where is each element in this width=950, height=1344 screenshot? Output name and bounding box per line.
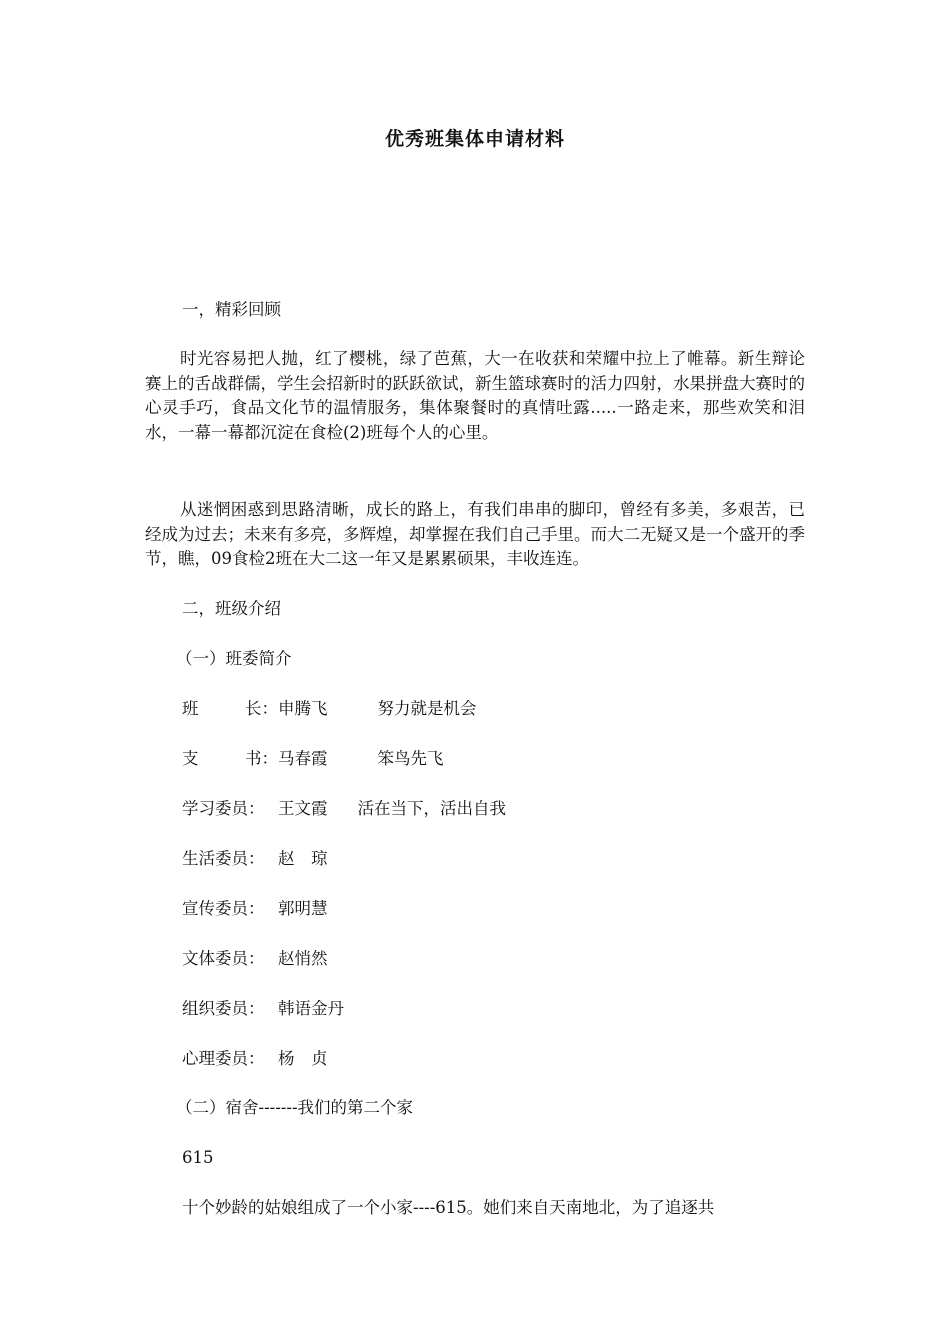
committee-motto: 努力就是机会 xyxy=(377,699,477,718)
committee-name: 马春霞 xyxy=(278,749,328,768)
committee-name: 赵 琼 xyxy=(278,849,328,868)
committee-name: 申腾飞 xyxy=(278,699,328,718)
dorm-number: 615 xyxy=(182,1148,214,1167)
committee-name: 韩语金丹 xyxy=(278,999,344,1018)
dorm-intro: 十个妙龄的姑娘组成了一个小家----615。她们来自天南地北，为了追逐共 xyxy=(182,1198,715,1217)
committee-motto: 笨鸟先飞 xyxy=(377,749,444,768)
committee-subheading: （一）班委简介 xyxy=(176,649,292,668)
committee-role: 组织委员： xyxy=(182,999,265,1018)
committee-role: 宣传委员： xyxy=(182,899,265,918)
section1-paragraph-2: 从迷惘困惑到思路清晰，成长的路上，有我们串串的脚印，曾经有多美，多艰苦，已经成为过去；未来有多亮，多辉煌，却掌握在我们自己手里。而大二无疑又是一个盛开的季节，瞧，09食检2班在大二这一年又是累累硕果，丰收连连。 xyxy=(145,500,805,568)
section1-paragraph-1: 时光容易把人抛，红了樱桃，绿了芭蕉，大一在收获和荣耀中拉上了帷幕。新生辩论赛上的舌战群儒，学生会招新时的跃跃欲试，新生篮球赛时的活力四射，水果拼盘大赛时的心灵手巧，食品文化节的温情服务，集体聚餐时的真情吐露.....一路走来，那些欢笑和泪水，一幕一幕都沉淀在食检(2)班每个人的心里。 xyxy=(145,349,805,442)
committee-motto: 活在当下，活出自我 xyxy=(357,799,506,818)
committee-role: 班 长： xyxy=(182,699,278,718)
document-title: 优秀班集体申请材料 xyxy=(384,128,565,150)
committee-role: 文体委员： xyxy=(182,949,265,968)
committee-name: 杨 贞 xyxy=(278,1049,328,1068)
committee-role: 学习委员： xyxy=(182,799,265,818)
committee-row xyxy=(182,847,328,871)
section2-heading: 二，班级介绍 xyxy=(182,599,281,618)
committee-role: 心理委员： xyxy=(182,1049,265,1068)
dorm-subheading: （二）宿舍-------我们的第二个家 xyxy=(176,1098,414,1117)
committee-role: 支 书： xyxy=(182,749,278,768)
committee-row xyxy=(182,697,477,721)
committee-row xyxy=(182,797,506,821)
section1-heading: 一，精彩回顾 xyxy=(182,300,281,319)
committee-name: 赵悄然 xyxy=(278,949,328,968)
committee-role: 生活委员： xyxy=(182,849,265,868)
committee-row xyxy=(182,997,344,1021)
committee-name: 王文霞 xyxy=(278,799,328,818)
committee-row xyxy=(182,897,328,921)
committee-row xyxy=(182,747,444,771)
committee-name: 郭明慧 xyxy=(278,899,328,918)
committee-row xyxy=(182,1047,328,1071)
committee-row xyxy=(182,947,328,971)
